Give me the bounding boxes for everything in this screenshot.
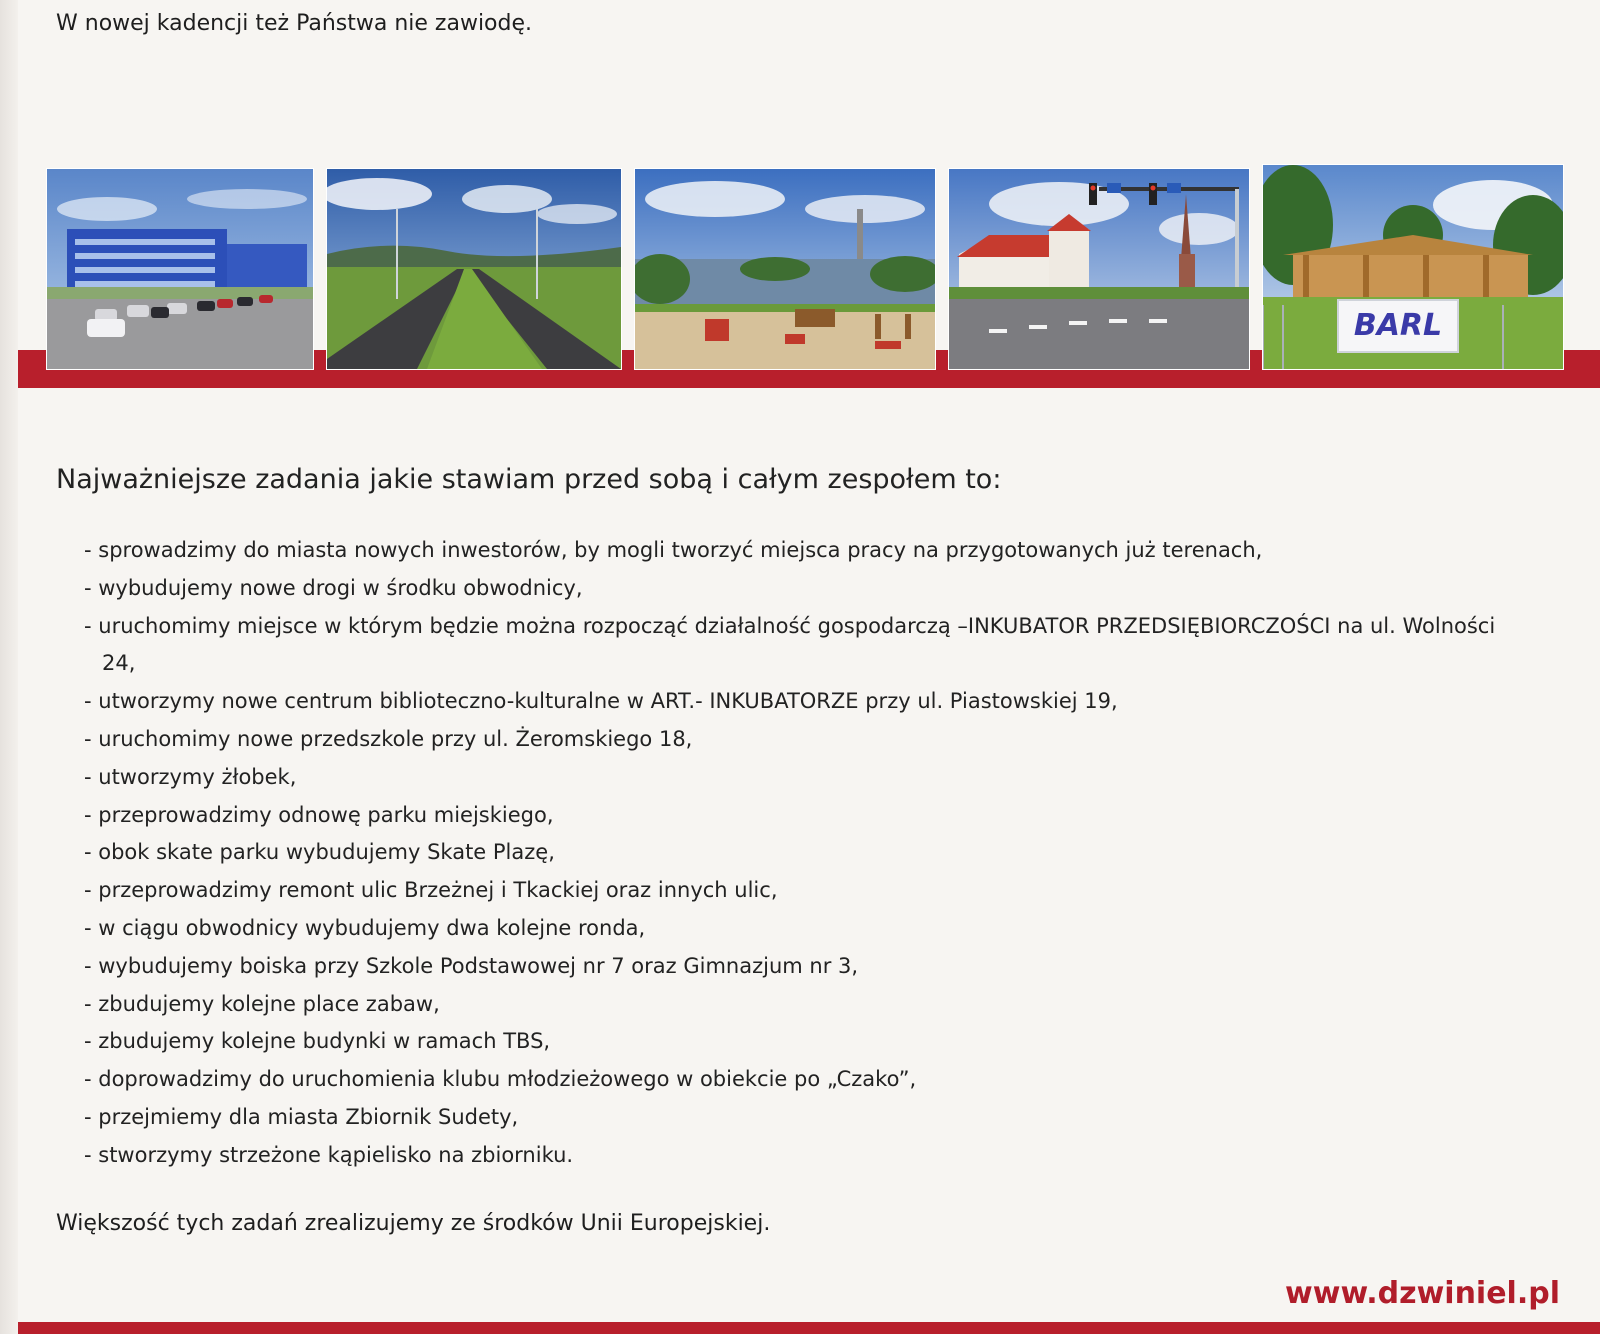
list-item: - w ciągu obwodnicy wybudujemy dwa kolejne ronda, [84, 915, 646, 940]
bypass-road-photo [326, 168, 622, 370]
list-item: - przejmiemy dla miasta Zbiornik Sudety, [84, 1104, 519, 1129]
list-item: - utworzymy nowe centrum biblioteczno-kulturalne w ART.- INKUBATORZE przy ul. Piastowskiej 19, [84, 689, 1118, 714]
tasks-list [84, 532, 1504, 1175]
list-item: - przeprowadzimy odnowę parku miejskiego, [84, 802, 554, 827]
closing-text: Większość tych zadań zrealizujemy ze środków Unii Europejskiej. [56, 1211, 771, 1236]
lake-playground-photo [634, 168, 936, 370]
list-item: - obok skate parku wybudujemy Skate Plazę, [84, 840, 555, 865]
list-item: - doprowadzimy do uruchomienia klubu młodzieżowego w obiekcie po „Czako”, [84, 1067, 917, 1092]
barl-pavilion-photo [1262, 164, 1564, 370]
bottom-red-band [18, 1322, 1600, 1334]
list-item: - przeprowadzimy remont ulic Brzeżnej i Tkackiej oraz innych ulic, [84, 878, 778, 903]
page-edge [0, 0, 18, 1334]
list-item: - utworzymy żłobek, [84, 764, 297, 789]
barl-sign: BARL [1353, 308, 1443, 343]
list-item: - uruchomimy nowe przedszkole przy ul. Żeromskiego 18, [84, 726, 693, 751]
list-item: - wybudujemy boiska przy Szkole Podstawowej nr 7 oraz Gimnazjum nr 3, [84, 953, 859, 978]
website-link[interactable]: www.dzwiniel.pl [1285, 1276, 1560, 1311]
tasks-heading: Najważniejsze zadania jakie stawiam przed sobą i całym zespołem to: [56, 464, 1002, 495]
intro-text: W nowej kadencji też Państwa nie zawiodę. [56, 11, 533, 36]
list-item: - zbudujemy kolejne budynki w ramach TBS, [84, 1029, 551, 1054]
list-item: - zbudujemy kolejne place zabaw, [84, 991, 440, 1016]
list-item: - stworzymy strzeżone kąpielisko na zbiorniku. [84, 1142, 574, 1167]
list-item: - sprowadzimy do miasta nowych inwestorów, by mogli tworzyć miejsca pracy na przygotowanych już terenach, [84, 538, 1263, 562]
list-item: - uruchomimy miejsce w którym będzie można rozpocząć działalność gospodarczą –INKUBATOR PRZEDSIĘBIORCZOŚCI na ul. Wolności 24, [84, 613, 1496, 676]
office-building-photo [46, 168, 314, 370]
town-intersection-photo [948, 168, 1250, 370]
list-item: - wybudujemy nowe drogi w środku obwodnicy, [84, 575, 583, 600]
